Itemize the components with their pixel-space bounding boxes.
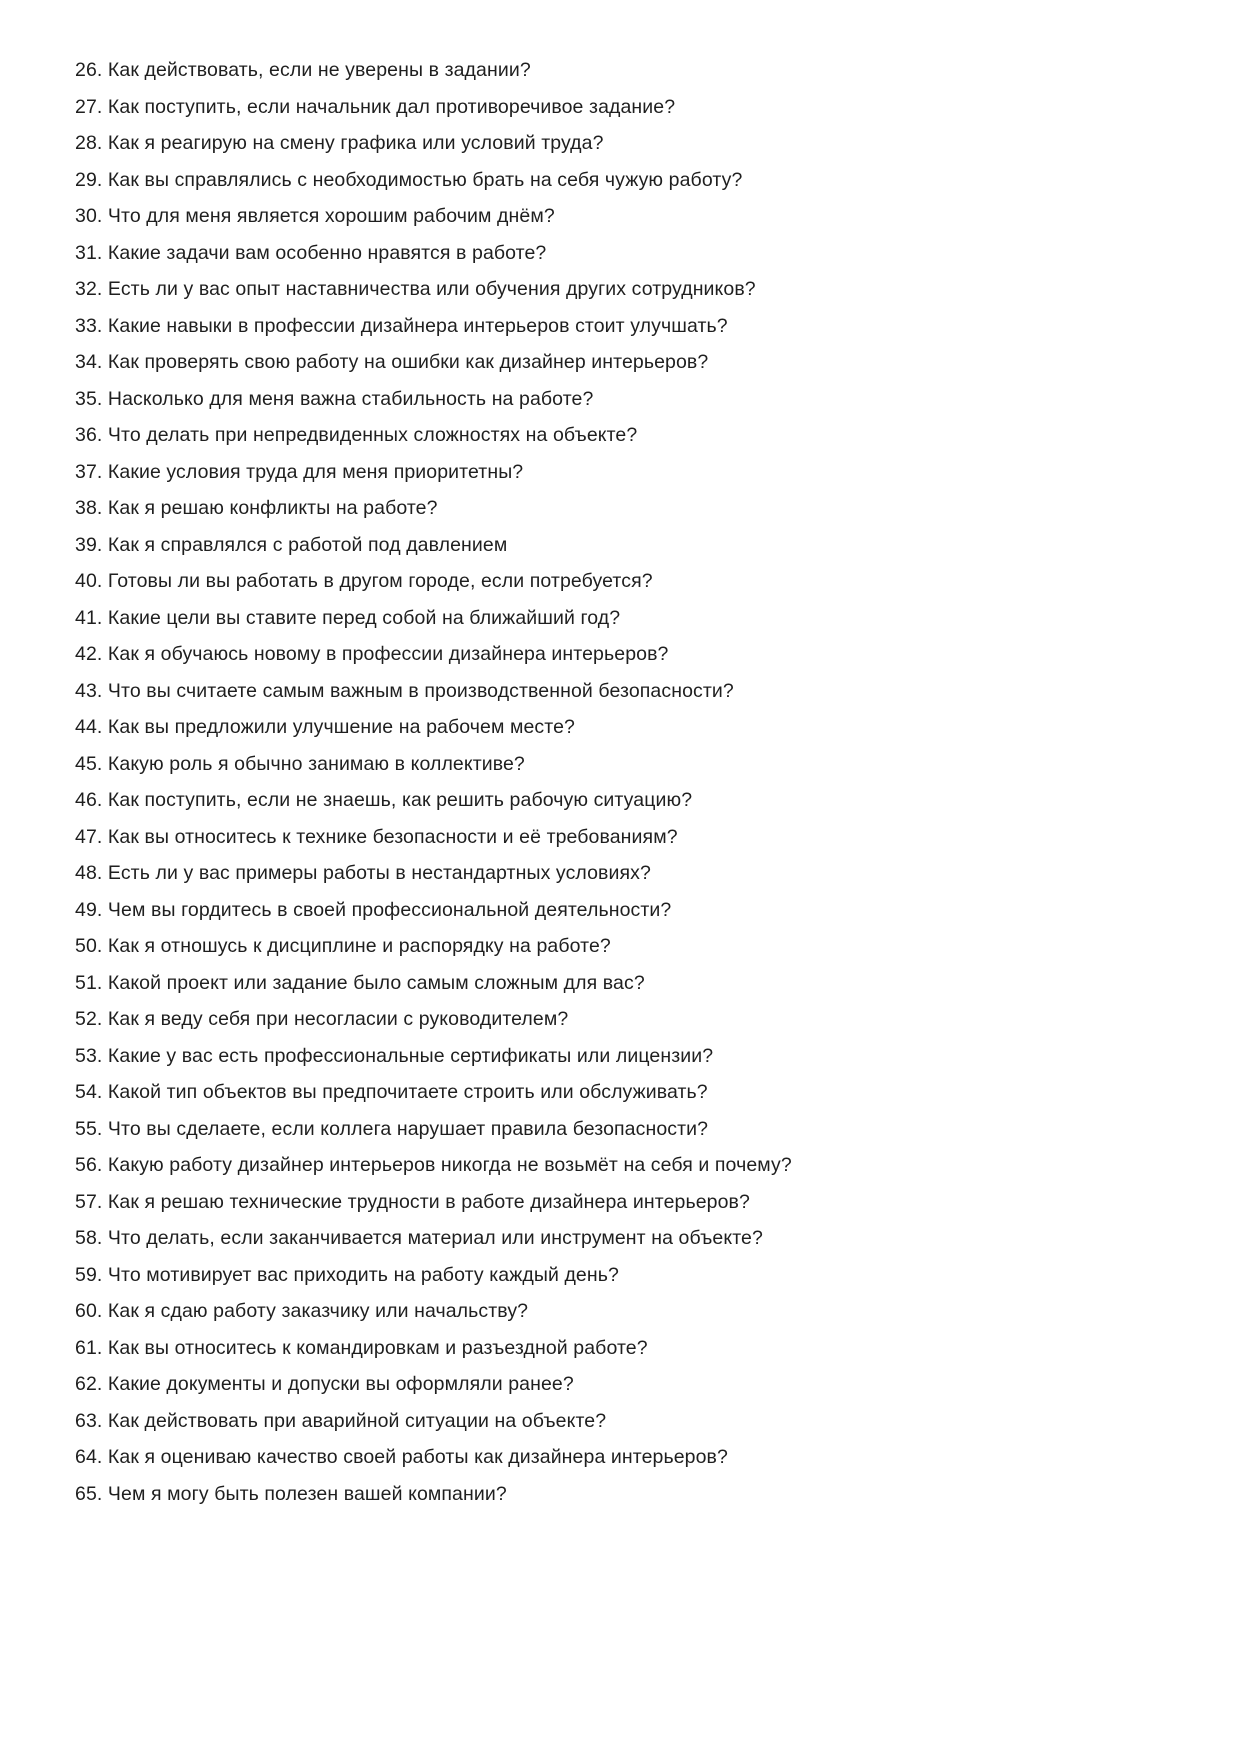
question-item: 36. Что делать при непредвиденных сложностях на объекте?: [75, 424, 638, 446]
question-item: 38. Как я решаю конфликты на работе?: [75, 497, 438, 519]
question-item: 42. Как я обучаюсь новому в профессии дизайнера интерьеров?: [75, 643, 669, 665]
question-item: 58. Что делать, если заканчивается материал или инструмент на объекте?: [75, 1227, 763, 1249]
question-item: 56. Какую работу дизайнер интерьеров никогда не возьмёт на себя и почему?: [75, 1154, 792, 1176]
question-list: [75, 52, 1199, 1512]
question-item: 39. Как я справлялся с работой под давлением: [75, 533, 508, 556]
question-item: 28. Как я реагирую на смену графика или условий труда?: [75, 132, 604, 154]
question-item: 35. Насколько для меня важна стабильность на работе?: [75, 387, 594, 410]
question-item: 53. Какие у вас есть профессиональные сертификаты или лицензии?: [75, 1044, 714, 1067]
question-item: 43. Что вы считаете самым важным в производственной безопасности?: [75, 679, 734, 702]
question-item: 40. Готовы ли вы работать в другом городе, если потребуется?: [75, 570, 653, 592]
question-item: 34. Как проверять свою работу на ошибки как дизайнер интерьеров?: [75, 351, 709, 373]
question-item: 45. Какую роль я обычно занимаю в коллективе?: [75, 752, 525, 775]
question-item: 48. Есть ли у вас примеры работы в нестандартных условиях?: [75, 862, 651, 884]
question-item: 54. Какой тип объектов вы предпочитаете строить или обслуживать?: [75, 1081, 708, 1103]
question-item: 65. Чем я могу быть полезен вашей компании?: [75, 1482, 507, 1505]
question-item: 51. Какой проект или задание было самым сложным для вас?: [75, 971, 645, 994]
question-item: 57. Как я решаю технические трудности в работе дизайнера интерьеров?: [75, 1190, 750, 1213]
question-item: 29. Как вы справлялись с необходимостью брать на себя чужую работу?: [75, 168, 743, 191]
question-item: 33. Какие навыки в профессии дизайнера интерьеров стоит улучшать?: [75, 314, 728, 337]
question-item: 46. Как поступить, если не знаешь, как решить рабочую ситуацию?: [75, 789, 693, 811]
question-item: 49. Чем вы гордитесь в своей профессиональной деятельности?: [75, 898, 672, 921]
question-item: 47. Как вы относитесь к технике безопасности и её требованиям?: [75, 825, 678, 848]
question-item: 26. Как действовать, если не уверены в задании?: [75, 59, 531, 81]
question-item: 32. Есть ли у вас опыт наставничества или обучения других сотрудников?: [75, 278, 756, 300]
question-item: 62. Какие документы и допуски вы оформляли ранее?: [75, 1373, 574, 1395]
question-item: 31. Какие задачи вам особенно нравятся в работе?: [75, 241, 547, 264]
question-item: 50. Как я отношусь к дисциплине и распорядку на работе?: [75, 935, 611, 957]
question-item: 41. Какие цели вы ставите перед собой на ближайший год?: [75, 606, 621, 629]
question-item: 61. Как вы относитесь к командировкам и разъездной работе?: [75, 1336, 648, 1359]
question-item: 60. Как я сдаю работу заказчику или начальству?: [75, 1300, 529, 1322]
question-item: 52. Как я веду себя при несогласии с руководителем?: [75, 1008, 569, 1030]
question-item: 59. Что мотивирует вас приходить на работу каждый день?: [75, 1263, 619, 1286]
question-item: 30. Что для меня является хорошим рабочим днём?: [75, 205, 555, 227]
question-item: 63. Как действовать при аварийной ситуации на объекте?: [75, 1409, 607, 1432]
question-item: 44. Как вы предложили улучшение на рабочем месте?: [75, 716, 575, 738]
question-item: 55. Что вы сделаете, если коллега нарушает правила безопасности?: [75, 1117, 709, 1140]
question-item: 27. Как поступить, если начальник дал противоречивое задание?: [75, 95, 676, 118]
question-item: 64. Как я оцениваю качество своей работы как дизайнера интерьеров?: [75, 1446, 728, 1468]
question-item: 37. Какие условия труда для меня приоритетны?: [75, 460, 524, 483]
